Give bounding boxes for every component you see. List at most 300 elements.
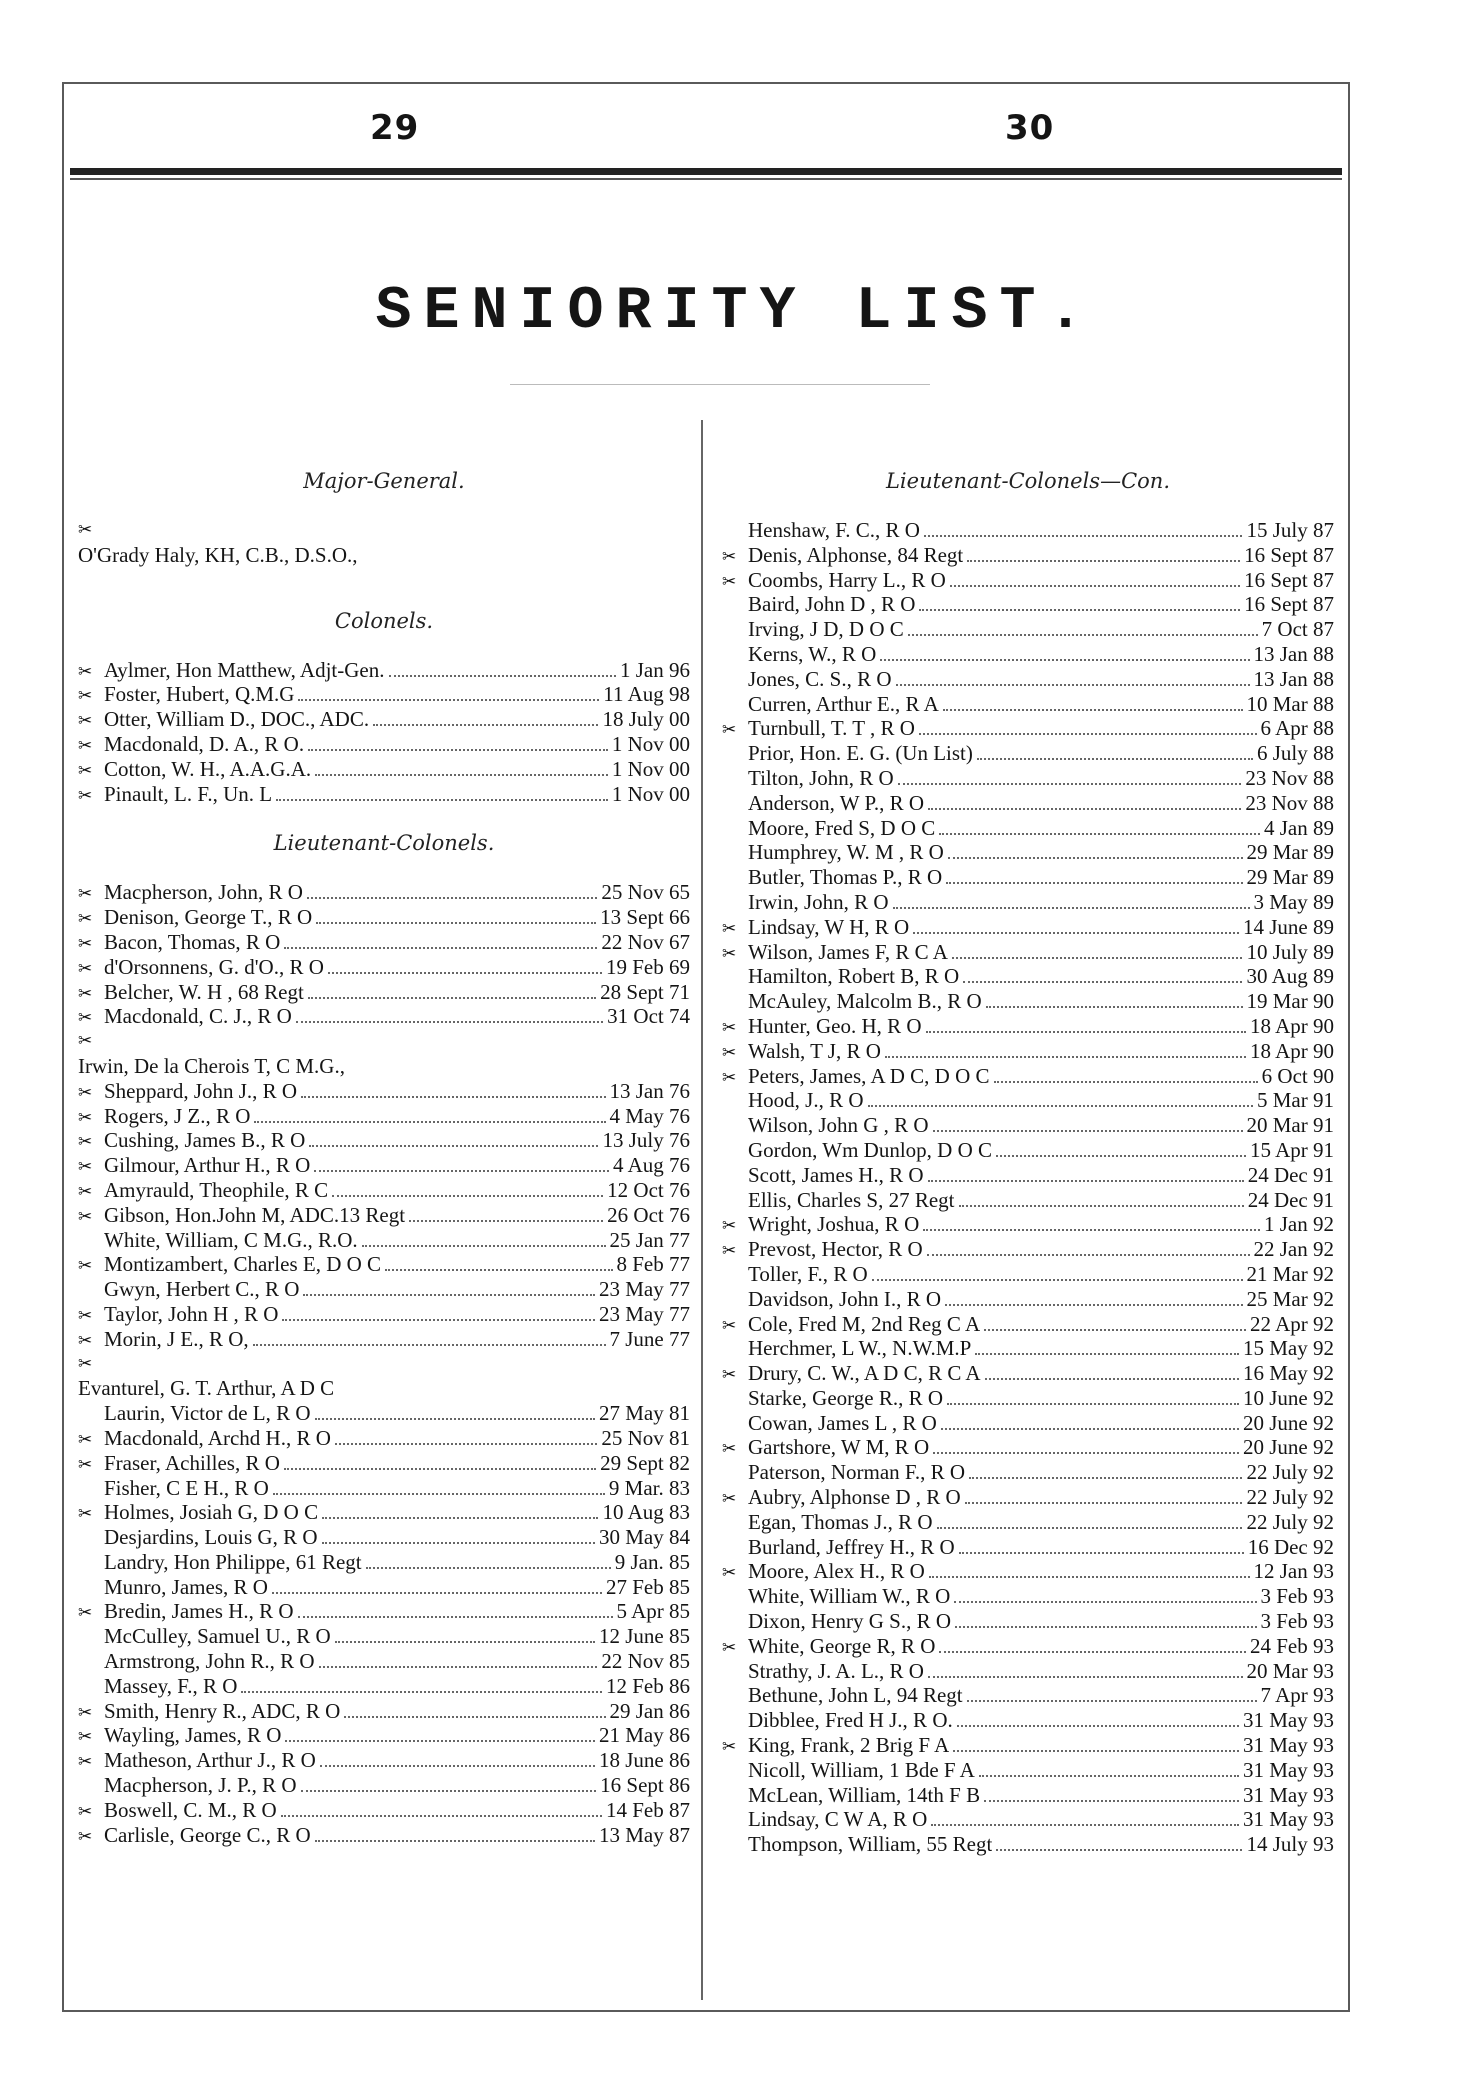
seniority-date: 29 Mar 89 [1246,840,1334,865]
dot-leader [994,1081,1258,1083]
seniority-date: 25 Nov 81 [601,1425,690,1450]
heading-gap [78,494,690,518]
scissors-mark-icon: ✂ [78,1008,93,1028]
officer-name: Macdonald, D. A., R O. [104,731,305,756]
scissors-mark-icon: ✂ [722,546,737,566]
seniority-date: 15 May 92 [1243,1336,1334,1361]
list-entry [722,1138,1334,1163]
list-entry [722,1510,1334,1535]
dot-leader [308,997,596,999]
dot-leader [296,1021,603,1023]
list-entry [722,1411,1334,1436]
list-entry [78,1104,690,1129]
scissors-mark-icon: ✂ [78,1801,93,1821]
header-rule-thin [70,178,1342,180]
seniority-date: 22 Apr 92 [1250,1311,1334,1336]
officer-name: Kerns, W., R O [748,641,877,666]
seniority-date: 24 Dec 91 [1247,1187,1334,1212]
dot-leader [898,783,1242,785]
seniority-date: 11 Aug 98 [603,682,690,707]
dot-leader [969,1477,1242,1479]
section-heading: Lieutenant-Colonels. [273,831,495,856]
scissors-mark-icon: ✂ [722,1042,737,1062]
list-entry [78,1079,690,1104]
list-entry [78,1451,690,1476]
seniority-date: 9 Jan. 85 [614,1549,690,1574]
dot-leader [928,808,1241,810]
list-entry [722,518,1334,543]
dot-leader [366,1567,611,1569]
officer-name: Carlisle, George C., R O [104,1822,311,1847]
seniority-date: 10 July 89 [1246,939,1334,964]
dot-leader [298,1616,613,1618]
list-entry [722,716,1334,741]
officer-name: Montizambert, Charles E, D O C [104,1252,382,1277]
dot-leader [344,1716,605,1718]
seniority-date: 24 Dec 91 [1247,1162,1334,1187]
seniority-date: 18 Apr 90 [1250,1013,1334,1038]
dot-leader [308,749,608,751]
seniority-date: 3 Feb 93 [1260,1584,1334,1609]
seniority-date: 29 Jan 86 [609,1698,690,1723]
seniority-date: 10 June 92 [1243,1385,1334,1410]
seniority-date: 16 Sept 87 [1244,542,1334,567]
dot-leader [931,1824,1239,1826]
list-entry [722,1708,1334,1733]
officer-name: Macdonald, C. J., R O [104,1004,292,1029]
dot-leader [241,1691,602,1693]
dot-leader [945,1304,1242,1306]
officer-name: Herchmer, L W., N.W.M.P [748,1336,972,1361]
list-entry [722,592,1334,617]
seniority-date: 13 July 76 [602,1128,690,1153]
officer-name: McCulley, Samuel U., R O [104,1624,331,1649]
dot-leader [943,709,1243,711]
officer-name: Cotton, W. H., A.A.G.A. [104,756,312,781]
list-entry [78,1004,690,1029]
list-entry [722,667,1334,692]
officer-name: Scott, James H., R O [748,1162,924,1187]
seniority-date: 1 Nov 00 [611,756,690,781]
officer-name: Sheppard, John J., R O [104,1078,298,1103]
list-entry [722,1559,1334,1584]
dot-leader [923,1229,1260,1231]
seniority-date: 22 July 92 [1246,1485,1334,1510]
dot-leader [984,1329,1246,1331]
officer-name: Moore, Fred S, D O C [748,815,936,840]
scissors-mark-icon: ✂ [722,1439,737,1459]
dot-leader [253,1344,606,1346]
dot-leader [913,932,1239,934]
list-entry [78,1649,690,1674]
officer-name: Macpherson, J. P., R O [104,1773,297,1798]
scissors-mark-icon: ✂ [78,735,93,755]
seniority-date: 15 July 87 [1246,518,1334,542]
officer-name: Prevost, Hector, R O [748,1237,923,1262]
seniority-date: 23 Nov 88 [1245,790,1334,815]
officer-name: Cole, Fred M, 2nd Reg C A [748,1311,981,1336]
list-entry [78,1773,690,1798]
list-entry [78,1823,690,1848]
list-entry [722,1212,1334,1237]
list-entry [78,658,690,683]
dot-leader [298,699,599,701]
seniority-date: 19 Mar 90 [1246,989,1334,1014]
list-entry [722,964,1334,989]
list-entry [78,905,690,930]
seniority-date: 18 Apr 90 [1250,1038,1334,1063]
dot-leader [952,957,1243,959]
seniority-date: 27 Feb 85 [606,1574,690,1599]
officer-name: Toller, F., R O [748,1261,868,1286]
seniority-date: 27 May 81 [599,1401,690,1426]
dot-leader [332,1195,603,1197]
seniority-date: 16 Dec 92 [1247,1534,1334,1559]
dot-leader [953,1750,1239,1752]
dot-leader [950,585,1240,587]
officer-name: Foster, Hubert, Q.M.G [104,682,295,707]
officer-name: Wright, Joshua, R O [748,1212,920,1237]
dot-leader [272,1592,602,1594]
seniority-date: 1 Nov 00 [611,731,690,756]
seniority-date: 21 Mar 92 [1246,1261,1334,1286]
list-entry [78,757,690,782]
dot-leader [967,1700,1257,1702]
officer-name: Irwin, John, R O [748,889,889,914]
seniority-date: 13 Jan 76 [609,1078,690,1103]
page-title: SENIORITY LIST. [375,278,1096,346]
list-entry [78,1302,690,1327]
officer-name: Turnbull, T. T , R O [748,716,915,741]
list-entry [722,1535,1334,1560]
right-column [722,468,1334,1857]
scissors-mark-icon: ✂ [78,958,93,978]
officer-name: Belcher, W. H , 68 Regt [104,979,304,1004]
list-entry [722,940,1334,965]
list-entry [78,518,690,568]
seniority-date: 16 Sept 86 [600,1773,690,1798]
officer-name: Hamilton, Robert B, R O [748,964,960,989]
seniority-date: 4 May 76 [609,1103,690,1128]
officer-name: Munro, James, R O [104,1574,268,1599]
scissors-mark-icon: ✂ [78,1826,93,1846]
dot-leader [996,1849,1242,1851]
dot-leader [385,1269,612,1271]
officer-name: Lindsay, W H, R O [748,914,910,939]
list-entry [722,791,1334,816]
seniority-date: 3 May 89 [1253,889,1334,914]
seniority-date: 22 July 92 [1246,1460,1334,1485]
heading-gap [78,634,690,658]
section-heading: Colonels. [334,608,434,633]
dot-leader [276,799,608,801]
officer-name: Bethune, John L, 94 Regt [748,1683,963,1708]
dot-leader [373,724,598,726]
list-entry [78,1599,690,1624]
seniority-date: 25 Mar 92 [1246,1286,1334,1311]
seniority-date: 14 June 89 [1243,914,1334,939]
seniority-date: 24 Feb 93 [1250,1633,1334,1658]
officer-name: Strathy, J. A. L., R O [748,1658,924,1683]
list-entry [722,1807,1334,1832]
seniority-date: 16 Sept 87 [1244,567,1334,592]
dot-leader [389,675,617,677]
seniority-date: 7 Apr 93 [1260,1683,1334,1708]
dot-leader [254,1121,605,1123]
officer-name: Gilmour, Arthur H., R O [104,1153,311,1178]
list-entry [722,1287,1334,1312]
dot-leader [965,1502,1243,1504]
list-entry [722,1336,1334,1361]
officer-name: McLean, William, 14th F B [748,1782,981,1807]
seniority-date: 10 Mar 88 [1246,691,1334,716]
list-entry [722,766,1334,791]
officer-name: Drury, C. W., A D C, R C A [748,1361,981,1386]
scissors-mark-icon: ✂ [722,1737,737,1757]
dot-leader [319,1666,598,1668]
list-entry [78,1699,690,1724]
seniority-date: 15 Apr 91 [1250,1137,1334,1162]
dot-leader [996,1155,1246,1157]
scissors-mark-icon: ✂ [722,1017,737,1037]
dot-leader [975,1353,1239,1355]
section-gap [78,568,690,608]
list-entry [78,732,690,757]
list-entry [722,1832,1334,1857]
officer-name: Bacon, Thomas, R O [104,929,281,954]
scissors-mark-icon: ✂ [78,1330,93,1350]
dot-leader [948,857,1243,859]
officer-name: White, George R, R O [748,1633,936,1658]
seniority-date: 12 Jan 93 [1253,1559,1334,1584]
dot-leader [919,609,1240,611]
list-entry [722,1609,1334,1634]
dot-leader [322,1542,596,1544]
officer-name: Wilson, John G , R O [748,1113,929,1138]
list-entry [722,989,1334,1014]
list-entry [722,1733,1334,1758]
list-entry [722,642,1334,667]
scissors-mark-icon: ✂ [78,686,93,706]
officer-name: Davidson, John I., R O [748,1286,942,1311]
scissors-mark-icon: ✂ [78,1727,93,1747]
dot-leader [947,1403,1239,1405]
title-underline [510,384,930,385]
list-entry [78,1228,690,1253]
dot-leader [933,1452,1239,1454]
scissors-mark-icon: ✂ [78,785,93,805]
scissors-mark-icon: ✂ [78,1752,93,1772]
page-frame-bottom [62,2010,1350,2012]
list-entry [722,816,1334,841]
list-entry [722,1758,1334,1783]
officer-name: Humphrey, W. M , R O [748,840,944,865]
officer-name: Bredin, James H., R O [104,1599,294,1624]
officer-name: King, Frank, 2 Brig F A [748,1733,950,1758]
dot-leader [979,1775,1239,1777]
scissors-mark-icon: ✂ [722,1241,737,1261]
right-page-number: 30 [1005,108,1055,148]
column-divider [701,420,703,2000]
dot-leader [927,1254,1250,1256]
dot-leader [328,972,602,974]
seniority-date: 29 Sept 82 [600,1450,690,1475]
scissors-mark-icon: ✂ [722,1489,737,1509]
seniority-date: 6 July 88 [1256,741,1334,766]
officer-name: d'Orsonnens, G. d'O., R O [104,954,324,979]
list-entry [722,692,1334,717]
dot-leader [316,922,596,924]
scissors-mark-icon: ✂ [78,1429,93,1449]
dot-leader [926,1031,1246,1033]
seniority-date: 5 Apr 85 [616,1599,690,1624]
dot-leader [281,1815,602,1817]
seniority-date: 14 Feb 87 [606,1797,690,1822]
dot-leader [984,1800,1239,1802]
dot-leader [939,833,1260,835]
seniority-date: 18 June 86 [599,1748,690,1773]
seniority-date: 1 Jan 96 [620,657,690,682]
dot-leader [315,774,608,776]
seniority-date: 31 May 93 [1243,1807,1334,1832]
dot-leader [955,1626,1257,1628]
dot-leader [362,1245,606,1247]
seniority-date: 7 June 77 [609,1326,690,1351]
dot-leader [307,897,597,899]
seniority-date: 22 July 92 [1246,1509,1334,1534]
seniority-date: 20 June 92 [1243,1410,1334,1435]
seniority-date: 4 Jan 89 [1264,815,1334,840]
officer-name: Ellis, Charles S, 27 Regt [748,1187,955,1212]
seniority-date: 21 May 86 [599,1723,690,1748]
dot-leader [985,1378,1239,1380]
dot-leader [301,1096,605,1098]
scissors-mark-icon: ✂ [78,1603,93,1623]
seniority-date: 18 July 00 [602,707,690,732]
dot-leader [409,1220,603,1222]
seniority-date: 16 May 92 [1243,1361,1334,1386]
dot-leader [908,634,1258,636]
officer-name: Thompson, William, 55 Regt [748,1832,993,1857]
scissors-mark-icon: ✂ [78,711,93,731]
list-entry [78,880,690,905]
seniority-date: 6 Oct 90 [1261,1063,1334,1088]
dot-leader [320,1765,595,1767]
list-entry [722,1659,1334,1684]
officer-name: Irwin, De la Cherois T, C M.G., [78,1053,345,1078]
officer-name: McAuley, Malcolm B., R O [748,989,982,1014]
scissors-mark-icon: ✂ [78,1206,93,1226]
scissors-mark-icon: ✂ [78,1181,93,1201]
list-entry [78,1550,690,1575]
list-entry [722,1783,1334,1808]
officer-name: Gwyn, Herbert C., R O [104,1277,300,1302]
dot-leader [977,758,1253,760]
officer-name: Holmes, Josiah G, D O C [104,1500,319,1525]
officer-name: Coombs, Harry L., R O [748,567,946,592]
dot-leader [954,1601,1256,1603]
dot-leader [937,1527,1243,1529]
scissors-mark-icon: ✂ [78,884,93,904]
list-entry [722,1584,1334,1609]
seniority-date: 1 Nov 00 [611,781,690,806]
dot-leader [941,1428,1239,1430]
officer-name: Aubry, Alphonse D , R O [748,1485,961,1510]
seniority-date: 31 May 93 [1243,1708,1334,1733]
officer-name: Macpherson, John, R O [104,880,303,905]
seniority-date: 12 June 85 [599,1624,690,1649]
officer-name: Morin, J E., R O, [104,1326,249,1351]
scissors-mark-icon: ✂ [78,520,93,539]
scissors-mark-icon: ✂ [78,1702,93,1722]
officer-name: Taylor, John H , R O [104,1301,279,1326]
scissors-mark-icon: ✂ [722,571,737,591]
seniority-date: 20 Mar 93 [1246,1658,1334,1683]
list-entry [78,1277,690,1302]
officer-name: Moore, Alex H., R O [748,1559,925,1584]
officer-name: Macdonald, Archd H., R O [104,1425,331,1450]
list-entry [78,1575,690,1600]
scissors-mark-icon: ✂ [78,1305,93,1325]
dot-leader [303,1294,595,1296]
list-entry [78,1252,690,1277]
left-page-number: 29 [370,108,420,148]
seniority-date: 30 May 84 [599,1525,690,1550]
officer-name: Prior, Hon. E. G. (Un List) [748,741,973,766]
dot-leader [939,1651,1246,1653]
officer-name: Hunter, Geo. H, R O [748,1013,922,1038]
section-heading: Major-General. [303,469,465,493]
scissors-mark-icon: ✂ [722,1563,737,1583]
officer-name: Lindsay, C W A, R O [748,1807,928,1832]
officer-name: Massey, F., R O [104,1673,238,1698]
officer-name: Fraser, Achilles, R O [104,1450,280,1475]
list-entry [722,1262,1334,1287]
dot-leader [919,733,1257,735]
scissors-mark-icon: ✂ [78,1454,93,1474]
list-entry [78,1029,690,1079]
scissors-mark-icon: ✂ [78,1353,93,1373]
seniority-date: 13 Jan 88 [1253,666,1334,691]
dot-leader [963,981,1242,983]
heading-gap [78,856,690,880]
officer-name: White, William W., R O [748,1584,951,1609]
scissors-mark-icon: ✂ [78,1082,93,1102]
seniority-date: 25 Jan 77 [609,1227,690,1252]
list-entry [78,682,690,707]
dot-leader [335,1641,595,1643]
officer-name: Curren, Arthur E., R A [748,691,939,716]
list-entry [78,782,690,807]
seniority-date: 26 Oct 76 [607,1202,690,1227]
officer-name: Wayling, James, R O [104,1723,282,1748]
dot-leader [285,1740,595,1742]
dot-leader [282,1319,595,1321]
dot-leader [959,1552,1244,1554]
seniority-date: 20 Mar 91 [1246,1113,1334,1138]
officer-name: Peters, James, A D C, D O C [748,1063,990,1088]
list-entry [78,980,690,1005]
officer-name: Dibblee, Fred H J., R O. [748,1708,953,1733]
seniority-date: 10 Aug 83 [602,1500,690,1525]
list-entry [722,1163,1334,1188]
scissors-mark-icon: ✂ [722,1637,737,1657]
scissors-mark-icon: ✂ [722,720,737,740]
officer-name: Fisher, C E H., R O [104,1475,269,1500]
officer-name: Landry, Hon Philippe, 61 Regt [104,1549,362,1574]
scissors-mark-icon: ✂ [722,1216,737,1236]
page-frame-left [62,82,64,2012]
